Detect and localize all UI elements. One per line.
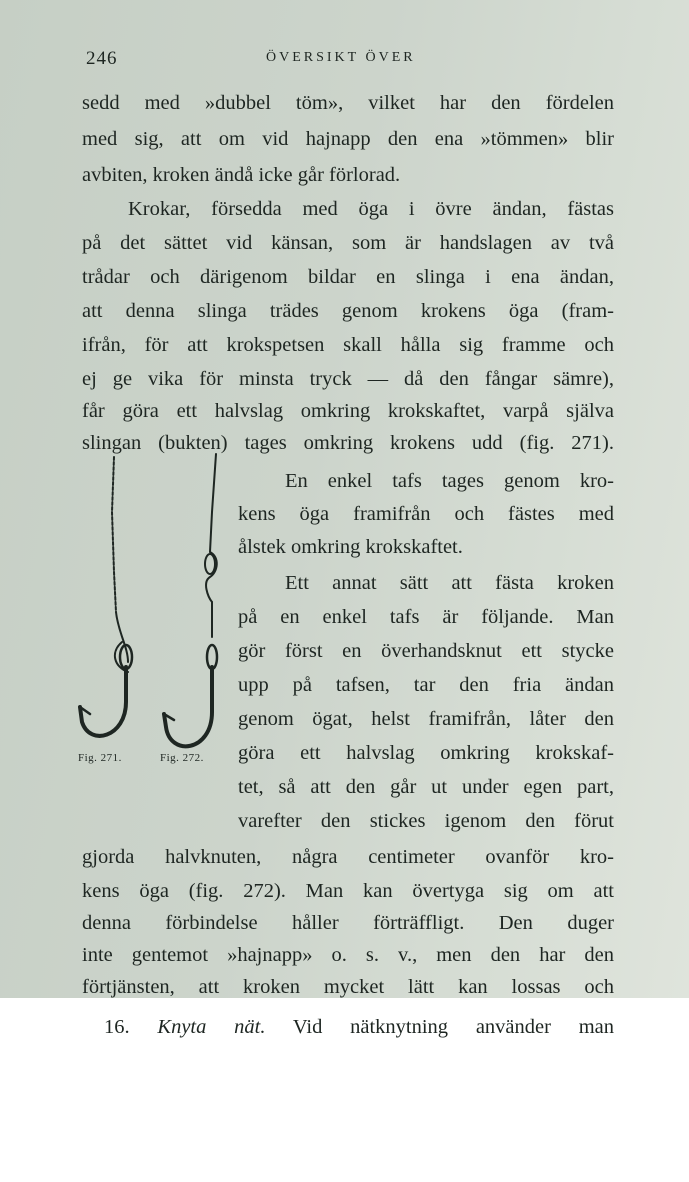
text-line: ifrån, för att krokspetsen skall hålla sig framme och <box>82 334 614 356</box>
text-line: slingan (bukten) tages omkring krokens udd (fig. 271). <box>82 432 614 454</box>
text-line: Krokar, försedda med öga i övre ändan, fästas <box>128 198 614 220</box>
fishhook-illustration <box>70 452 240 782</box>
text-line: på en enkel tafs är följande. Man <box>238 606 614 628</box>
text-line: får göra ett halvslag omkring krokskaftet, varpå själva <box>82 400 614 422</box>
text-line: ej ge vika för minsta tryck — då den fångar sämre), <box>82 368 614 390</box>
running-title: ÖVERSIKT ÖVER <box>266 50 416 65</box>
fig-272-caption: Fig. 272. <box>160 752 204 764</box>
fishhook-fig271 <box>80 457 132 736</box>
text-line: gjorda halvknuten, några centimeter ovanför kro- <box>82 846 614 868</box>
page-number: 246 <box>86 48 118 69</box>
text-line: En enkel tafs tages genom kro- <box>285 470 614 492</box>
section-text: Vid nätknytning använder man <box>292 1016 614 1038</box>
text-line: förtjänsten, att kroken mycket lätt kan lossas och <box>82 976 614 998</box>
text-line: tet, så att den går ut under egen part, <box>238 776 614 798</box>
text-line: Ett annat sätt att fästa kroken <box>285 572 614 594</box>
section-number: 16. <box>104 1016 130 1038</box>
text-line: med sig, att om vid hajnapp den ena »tömmen» blir <box>82 128 614 150</box>
text-line: ålstek omkring krokskaftet. <box>238 536 463 558</box>
text-line: gör först en överhandsknut ett stycke <box>238 640 614 662</box>
text-line: kens öga (fig. 272). Man kan övertyga sig om att <box>82 880 614 902</box>
text-line: kens öga framifrån och fästes med <box>238 503 614 525</box>
text-line: att denna slinga trädes genom krokens öga (fram- <box>82 300 614 322</box>
text-line: göra ett halvslag omkring krokskaf- <box>238 742 614 764</box>
text-line: upp på tafsen, tar den fria ändan <box>238 674 614 696</box>
text-line: inte gentemot »hajnapp» o. s. v., men den har den <box>82 944 614 966</box>
hook-figures <box>70 452 240 782</box>
text-line: trådar och därigenom bildar en slinga i ena ändan, <box>82 266 614 288</box>
text-line: varefter den stickes igenom den förut <box>238 810 614 832</box>
text-line: genom ögat, helst framifrån, låter den <box>238 708 614 730</box>
section-title: Knyta nät. <box>157 1016 266 1038</box>
fishhook-fig272 <box>164 454 217 746</box>
text-line: sedd med »dubbel töm», vilket har den fördelen <box>82 92 614 114</box>
section-heading-line <box>104 1012 614 1042</box>
text-line: denna förbindelse håller förträffligt. Den duger <box>82 912 614 934</box>
text-line: på det sättet vid känsan, som är handslagen av två <box>82 232 614 254</box>
fig-271-caption: Fig. 271. <box>78 752 122 764</box>
text-line: avbiten, kroken ändå icke går förlorad. <box>82 164 401 186</box>
